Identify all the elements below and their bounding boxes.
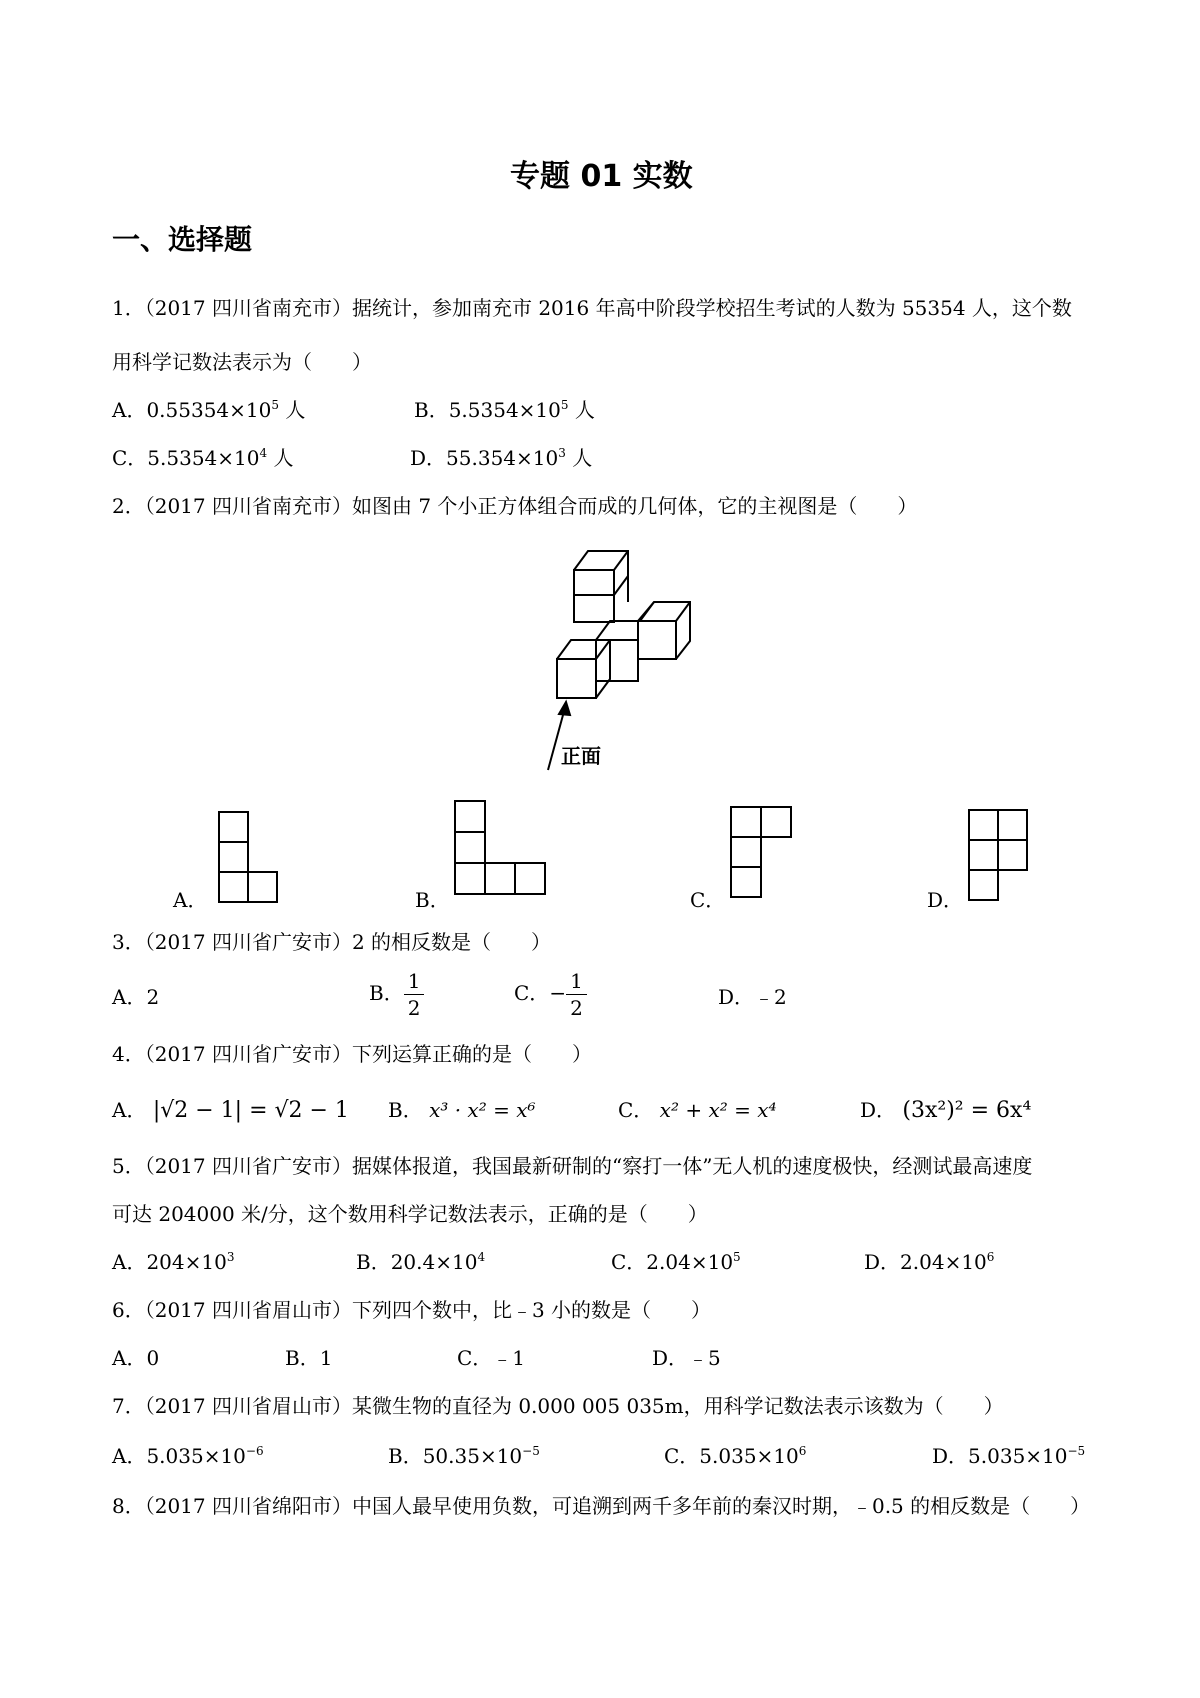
q5-option-a: A．$204\times 10^3$ — [112, 1250, 235, 1274]
q4-text: 4．（2017 四川省广安市）下列运算正确的是（ ） — [112, 1042, 592, 1066]
q4-option-d: D． (3x²)² = 6x⁴ — [860, 1098, 1032, 1123]
q6-option-a: A．0 — [112, 1346, 160, 1370]
q5-option-d: D．$2.04\times 10^6$ — [864, 1250, 995, 1274]
q7-option-a: A．$5.035\times 10^{-6}$ — [112, 1444, 264, 1468]
q3-option-b: B． $\frac{1}{2}$ — [369, 970, 424, 1019]
q3-option-d: D．﹣2 — [718, 985, 787, 1009]
q1-text-line1: 1．（2017 四川省南充市）据统计，参加南充市 2016 年高中阶段学校招生考试的人数为 55354 人，这个数 — [112, 296, 1072, 320]
q8-text: 8．（2017 四川省绵阳市）中国人最早使用负数，可追溯到两千多年前的秦汉时期，﹣0.5 的相反数是（ ） — [112, 1494, 1091, 1518]
q7-option-c: C．$5.035\times 10^6$ — [664, 1444, 807, 1468]
q1-text-line2: 用科学记数法表示为（ ） — [112, 350, 372, 374]
q4-option-a-expr: |√2 − 1| = √2 − 1 — [152, 1098, 349, 1123]
q6-option-b: B．1 — [285, 1346, 333, 1370]
q4-option-d-expr: (3x²)² = 6x⁴ — [902, 1098, 1032, 1123]
q5-text-line2: 可达 204000 米/分，这个数用科学记数法表示，正确的是（ ） — [112, 1202, 708, 1226]
q2-option-c-label: C． — [690, 888, 726, 912]
q1-option-a: A．$0.55354\times 10^5$ 人 — [112, 398, 306, 422]
q4-option-b: B． x³ · x² = x⁶ — [388, 1098, 536, 1122]
page-title: 专题 01 实数 — [510, 159, 693, 194]
q4-option-c-expr: x² + x² = x⁴ — [659, 1098, 777, 1122]
q2-option-a-label: A． — [173, 888, 208, 912]
q4-option-b-expr: x³ · x² = x⁶ — [429, 1098, 536, 1122]
q7-option-d: D．$5.035\times 10^{-5}$ — [932, 1444, 1086, 1468]
q6-option-c: C．﹣1 — [457, 1346, 526, 1370]
q5-option-c: C．$2.04\times 10^5$ — [611, 1250, 741, 1274]
q1-option-b: B．$5.5354\times 10^5$ 人 — [414, 398, 595, 422]
q1-option-d: D．$55.354\times 10^3$ 人 — [410, 446, 593, 470]
q4-option-a: A． |√2 − 1| = √2 − 1 — [112, 1098, 349, 1123]
q4-option-c: C． x² + x² = x⁴ — [618, 1098, 777, 1122]
section-heading: 一、选择题 — [112, 223, 253, 256]
q2-text: 2．（2017 四川省南充市）如图由 7 个小正方体组合而成的几何体，它的主视图是（ ） — [112, 494, 918, 518]
q7-option-b: B．$50.35\times 10^{-5}$ — [388, 1444, 540, 1468]
q7-text: 7．（2017 四川省眉山市）某微生物的直径为 0.000 005 035m，用科学记数法表示该数为（ ） — [112, 1394, 1004, 1418]
q6-text: 6．（2017 四川省眉山市）下列四个数中，比﹣3 小的数是（ ） — [112, 1298, 712, 1322]
q2-option-b-label: B． — [415, 888, 450, 912]
q2-option-d-label: D． — [927, 888, 964, 912]
q2-figure-label: 正面 — [561, 744, 601, 768]
q3-option-a: A．2 — [112, 985, 160, 1009]
q1-option-c: C．$5.5354\times 10^4$ 人 — [112, 446, 294, 470]
q5-option-b: B．$20.4\times 10^4$ — [356, 1250, 486, 1274]
q3-text: 3．（2017 四川省广安市）2 的相反数是（ ） — [112, 930, 552, 954]
q6-option-d: D．﹣5 — [652, 1346, 721, 1370]
q3-option-c: C．− $\frac{1}{2}$ — [514, 970, 587, 1019]
q5-text-line1: 5．（2017 四川省广安市）据媒体报道，我国最新研制的“察打一体”无人机的速度极快，经测试最高速度 — [112, 1154, 1033, 1178]
